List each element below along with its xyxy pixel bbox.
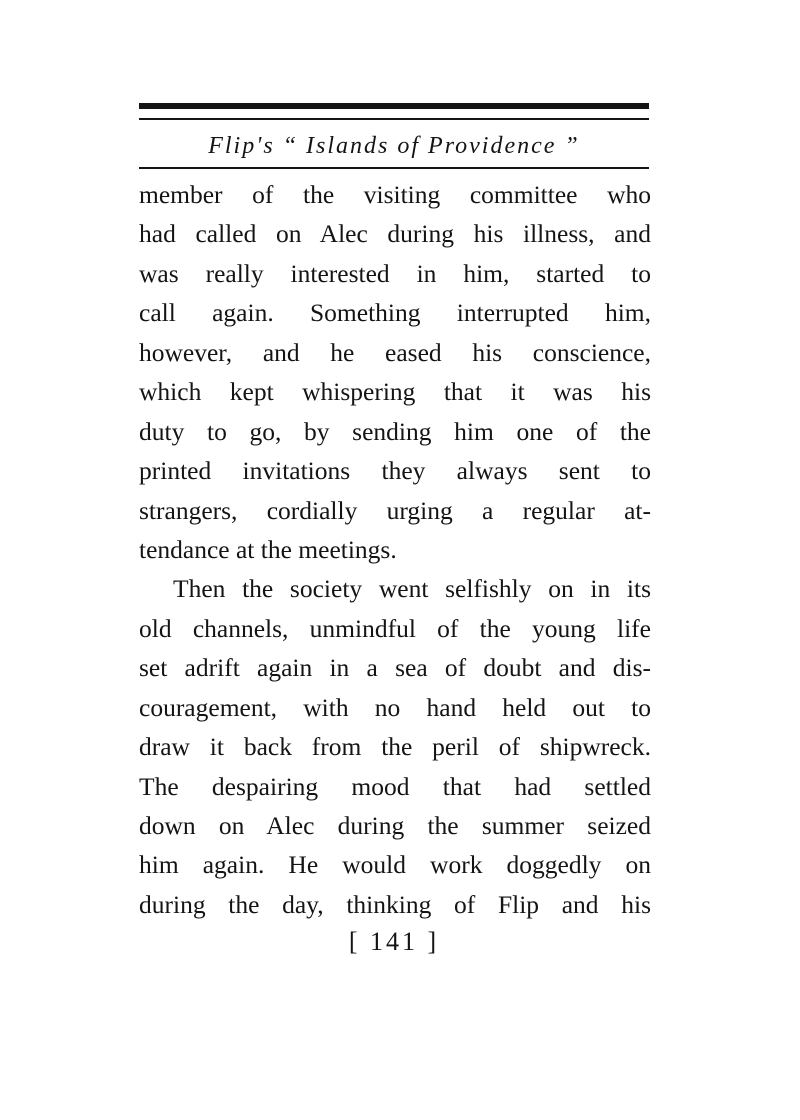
text-line: which kept whispering that it was his — [139, 377, 651, 407]
page-number: [ 141 ] — [348, 927, 440, 956]
text-line: down on Alec during the summer seized — [139, 811, 651, 840]
text-line: call again. Something interrupted him, — [139, 298, 651, 328]
header-rule-thin — [139, 118, 649, 120]
text-line: during the day, thinking of Flip and his — [139, 889, 651, 919]
text-line: member of the visiting committee who — [139, 180, 651, 209]
running-head: Flip's “ Islands of Providence ” — [208, 133, 580, 159]
text-line: old channels, unmindful of the young life — [139, 613, 651, 643]
header-rule-under — [139, 167, 649, 169]
text-line: had called on Alec during his illness, and — [139, 219, 651, 249]
paragraph — [139, 175, 651, 569]
header-rule-thick — [139, 103, 649, 109]
text-line: Then the society went selfishly on in its — [173, 574, 651, 604]
text-line: was really interested in him, started to — [139, 258, 651, 288]
paragraph — [139, 569, 651, 924]
text-line: however, and he eased his conscience, — [139, 337, 651, 367]
text-line: The despairing mood that had settled — [139, 771, 651, 801]
text-line: printed invitations they always sent to — [139, 456, 651, 486]
body-text — [139, 175, 651, 924]
text-line: draw it back from the peril of shipwreck. — [139, 732, 651, 762]
text-line: strangers, cordially urging a regular at- — [139, 495, 651, 525]
text-line: couragement, with no hand held out to — [139, 692, 651, 722]
text-line: duty to go, by sending him one of the — [139, 416, 651, 446]
text-line: him again. He would work doggedly on — [139, 850, 651, 880]
text-line: tendance at the meetings. — [139, 534, 397, 564]
text-line: set adrift again in a sea of doubt and dis- — [139, 653, 651, 683]
